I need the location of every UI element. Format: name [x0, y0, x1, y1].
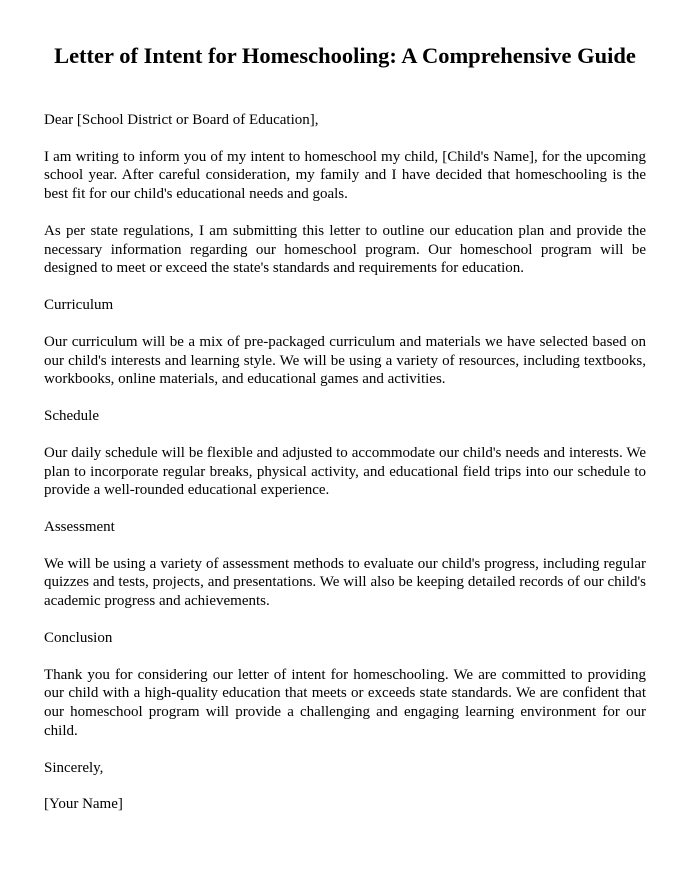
- section-body: Our curriculum will be a mix of pre-packaged curriculum and materials we have selected based on our child's interests and learning style. We will be using a variety of resources, including textbooks, workbooks, online materials, and educational games and activities.: [44, 333, 646, 388]
- document-title: Letter of Intent for Homeschooling: A Comprehensive Guide: [54, 43, 636, 68]
- section-schedule: [44, 407, 646, 500]
- intro-paragraph-1: I am writing to inform you of my intent to homeschool my child, [Child's Name], for the upcoming school year. After careful consideration, my family and I have decided that homeschooling is the best fit for our child's educational needs and goals.: [44, 148, 646, 203]
- section-body: Our daily schedule will be flexible and adjusted to accommodate our child's needs and interests. We plan to incorporate regular breaks, physical activity, and educational field trips into our schedule to provide a well-rounded educational experience.: [44, 444, 646, 499]
- section-assessment: [44, 518, 646, 611]
- section-curriculum: [44, 296, 646, 389]
- section-heading: Curriculum: [44, 297, 114, 314]
- salutation: Dear [School District or Board of Education],: [44, 112, 319, 128]
- closing: Sincerely,: [44, 759, 104, 776]
- section-conclusion: [44, 629, 646, 740]
- signature: [Your Name]: [44, 796, 123, 813]
- section-heading: Assessment: [44, 518, 115, 535]
- letter-document: [44, 42, 646, 832]
- section-body: We will be using a variety of assessment methods to evaluate our child's progress, including regular quizzes and tests, projects, and presentations. We will also be keeping detailed records of our child's academic progress and achievements.: [44, 555, 646, 610]
- section-body: Thank you for considering our letter of intent for homeschooling. We are committed to providing our child with a high-quality education that meets or exceeds state standards. We are confident that our homeschool program will provide a challenging and engaging learning environment for our child.: [44, 666, 646, 739]
- section-heading: Conclusion: [44, 629, 113, 646]
- intro-paragraph-2: As per state regulations, I am submitting this letter to outline our education plan and provide the necessary information regarding our homeschool program. Our homeschool program will be designed to meet or exceed the state's standards and requirements for education.: [44, 222, 646, 277]
- section-heading: Schedule: [44, 408, 99, 425]
